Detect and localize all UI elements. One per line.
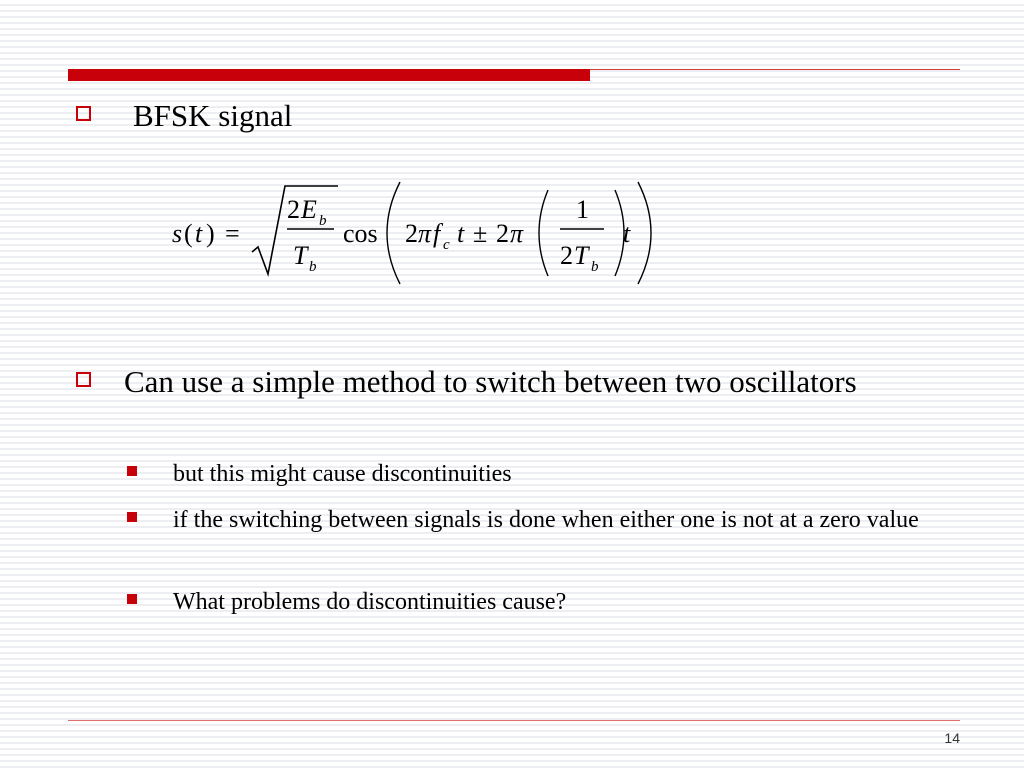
bullet-bfsk-signal: BFSK signal [133, 98, 293, 133]
bullet-switch-oscillators: Can use a simple method to switch between two oscillators [124, 364, 857, 399]
eq-f: f [433, 219, 441, 248]
eq-t-2: t [457, 219, 465, 248]
eq-s: s [172, 219, 183, 248]
bottom-rule [68, 720, 960, 721]
eq-sub-b-3: b [591, 259, 599, 275]
eq-two-4: 2 [560, 241, 573, 270]
filled-square-bullet-icon [127, 512, 137, 522]
sub-bullet-problems: What problems do discontinuities cause? [173, 589, 567, 615]
eq-pm: ± [473, 219, 488, 248]
mid-left-paren-icon [539, 190, 548, 276]
eq-two-3: 2 [496, 219, 509, 248]
eq-sub-c: c [443, 237, 450, 253]
filled-square-bullet-icon [127, 466, 137, 476]
eq-E: E [301, 195, 317, 224]
sub-bullet-zero-value: if the switching between signals is done when either one is not at a zero value [173, 507, 919, 533]
hollow-square-bullet-icon [76, 106, 91, 121]
bfsk-equation [160, 176, 660, 286]
eq-pi-2: π [510, 219, 524, 248]
eq-t-1: t [195, 219, 203, 248]
eq-sub-b-1: b [319, 213, 327, 229]
page-number: 14 [944, 730, 960, 746]
hollow-square-bullet-icon [76, 372, 91, 387]
sub-bullet-discontinuities: but this might cause discontinuities [173, 461, 512, 487]
big-left-paren-icon [387, 182, 400, 284]
eq-cos: cos [343, 219, 378, 248]
filled-square-bullet-icon [127, 594, 137, 604]
equation-svg [160, 176, 660, 286]
big-right-paren-icon [638, 182, 651, 284]
eq-T-2: T [574, 241, 589, 270]
eq-t-3: t [623, 219, 631, 248]
eq-rparen-1: ) [206, 219, 215, 248]
top-thin-rule [590, 69, 960, 70]
eq-pi-1: π [418, 219, 432, 248]
eq-lparen-1: ( [184, 219, 193, 248]
eq-equals: = [225, 219, 240, 248]
eq-two-2: 2 [405, 219, 418, 248]
eq-sub-b-2: b [309, 259, 317, 275]
top-accent-bar [68, 69, 590, 81]
eq-one: 1 [576, 195, 589, 224]
eq-T-1: T [293, 241, 308, 270]
eq-two-1: 2 [287, 195, 300, 224]
